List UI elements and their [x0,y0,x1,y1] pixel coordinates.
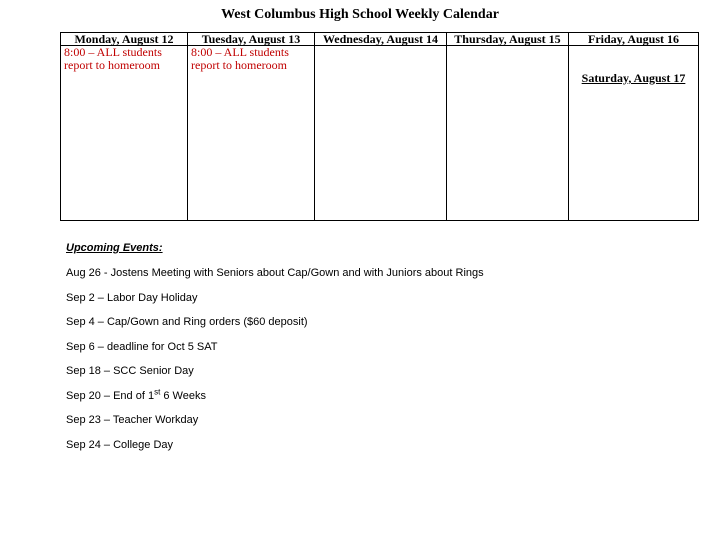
upcoming-event-item: Sep 18 – SCC Senior Day [66,365,194,377]
day-cell-thursday [447,46,569,221]
day-cell-friday [569,46,699,221]
upcoming-event-text: 6 Weeks [160,389,206,402]
day-header-wednesday: Wednesday, August 14 [315,33,447,46]
day-header-monday: Monday, August 12 [61,33,188,46]
page-title: West Columbus High School Weekly Calendar [221,7,499,22]
day-header-friday: Friday, August 16 [569,33,699,46]
upcoming-event-item [66,386,484,415]
calendar-body-row [61,46,699,221]
upcoming-event-item: Sep 4 – Cap/Gown and Ring orders ($60 deposit) [66,316,308,328]
weekly-calendar-table [60,32,699,221]
saturday-label: Saturday, August 17 [581,71,686,85]
day-event-tuesday: 8:00 – ALL students report to homeroom [191,45,289,72]
upcoming-events-heading: Upcoming Events: [66,242,163,254]
day-event-monday: 8:00 – ALL students report to homeroom [64,45,162,72]
day-cell-monday [61,46,188,221]
upcoming-events [66,242,484,463]
upcoming-event-item: Sep 2 – Labor Day Holiday [66,291,198,304]
day-header-tuesday: Tuesday, August 13 [188,33,315,46]
upcoming-event-item: Sep 23 – Teacher Workday [66,414,199,426]
day-header-thursday: Thursday, August 15 [447,33,569,46]
upcoming-event-item: Aug 26 - Jostens Meeting with Seniors about Cap/Gown and with Juniors about Rings [66,267,484,279]
day-cell-wednesday [315,46,447,221]
upcoming-event-text: Sep 20 – End of 1 [66,389,155,402]
upcoming-event-item: Sep 24 – College Day [66,438,174,451]
calendar-header-row [61,33,699,46]
day-cell-tuesday [188,46,315,221]
upcoming-event-item: Sep 6 – deadline for Oct 5 SAT [66,340,218,353]
ordinal-suffix: st [154,386,161,396]
